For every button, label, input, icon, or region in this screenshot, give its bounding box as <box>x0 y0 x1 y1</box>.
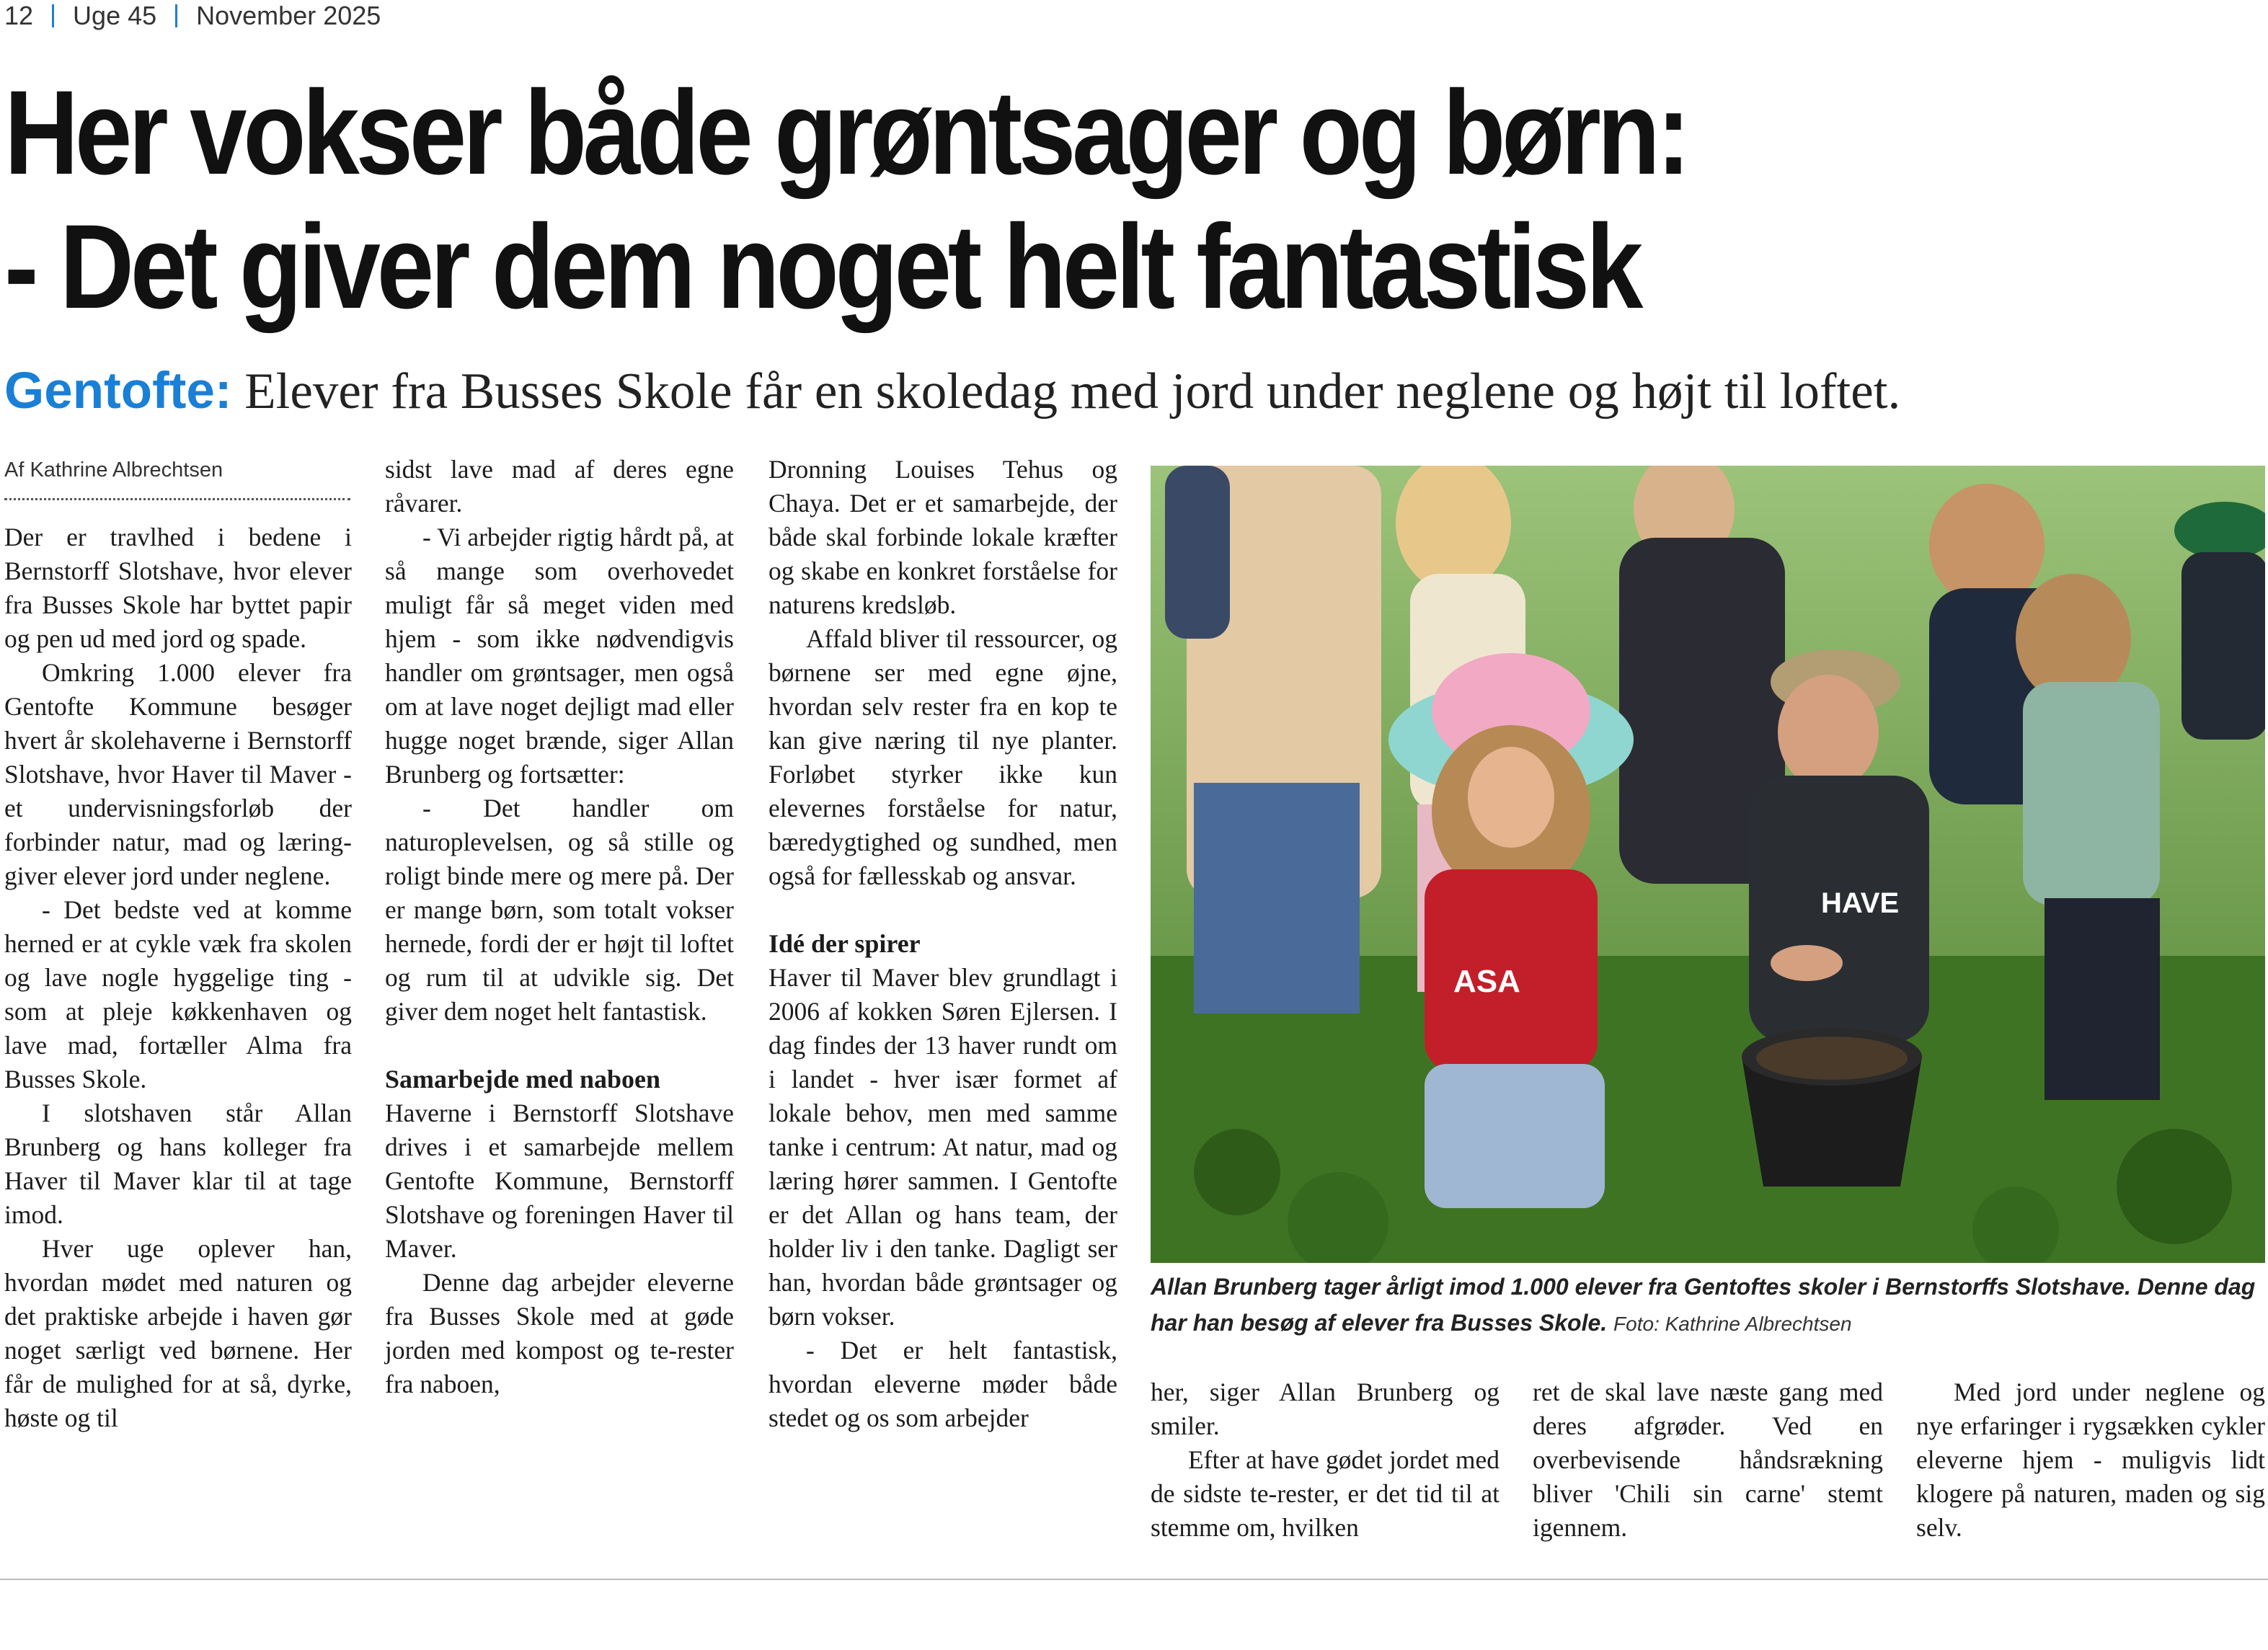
subheading-text: Elever fra Busses Skole får en skoledag med jord under neglene og højt til loftet. <box>231 363 1901 420</box>
article-column-4 <box>1151 1375 1500 1545</box>
paragraph: sidst lave mad af deres egne råvarer. <box>385 455 734 518</box>
paragraph: Dronning Louises Tehus og Chaya. Det er et samarbejde, der både skal forbinde lokale kræfter og skabe en konkret forståelse for naturens kredsløb. <box>768 455 1117 619</box>
page-folio <box>4 0 381 32</box>
page-bottom-rule <box>0 1579 2268 1580</box>
paragraph: Der er travlhed i bedene i Bernstorff Slotshave, hvor elever fra Busses Skole har byttet papir og pen ud med jord og spade. <box>4 523 352 653</box>
paragraph: Denne dag arbejder eleverne fra Busses Skole med at gøde jorden med kompost og te-rester fra naboen, <box>385 1268 734 1398</box>
page-number: 12 <box>4 1 34 30</box>
article-photo <box>1151 466 2265 1263</box>
headline <box>4 66 1945 334</box>
shirt-print: HAVE <box>1821 887 1900 919</box>
paragraph: - Det er helt fantastisk, hvordan eleverne møder både stedet og os som arbejder <box>768 1336 1117 1432</box>
headline-line-1: Her vokser både grøntsager og børn: <box>4 66 1688 200</box>
folio-divider <box>175 4 177 27</box>
article-column-1 <box>4 520 352 1435</box>
paragraph: Haver til Maver blev grundlagt i 2006 af kokken Søren Ejlersen. I dag findes der 13 haver rundt om i landet - hver især formet af lokale behov, men med samme tanke i centrum: At natur, mad og læring hører sammen. I Gentofte er det Allan og hans team, der holder liv i den tanke. Dagligt ser han, hvordan både grøntsager og børn vokser. <box>768 963 1117 1331</box>
article-column-5 <box>1533 1375 1883 1545</box>
paragraph: - Det handler om naturoplevelsen, og så stille og roligt binde mere og mere på. Der er mange børn, som totalt vokser hernede, fordi der er højt til loftet og rum til at udvikle sig. Det giver dem noget helt fantastisk. <box>385 794 734 1026</box>
dateline-place: Gentofte: <box>4 363 232 420</box>
byline: Af Kathrine Albrechtsen <box>4 458 350 500</box>
photo-caption <box>1151 1269 2265 1342</box>
article-column-2 <box>385 453 734 1401</box>
headline-line-2: - Det giver dem noget helt fantastisk <box>4 200 1640 334</box>
paragraph: - Vi arbejder rigtig hårdt på, at så mange som overhovedet muligt får så meget viden med hjem - som ikke nødvendigvis handler om grøntsager, men også om at lave noget dejligt mad eller hugge noget brænde, siger Allan Brunberg og fortsætter: <box>385 523 734 789</box>
subheading <box>4 359 1900 424</box>
photo-credit: Foto: Kathrine Albrechtsen <box>1613 1313 1852 1335</box>
paragraph: her, siger Allan Brunberg og smiler. <box>1151 1378 1500 1440</box>
paragraph: - Det bedste ved at komme herned er at cykle væk fra skolen og lave nogle hyggelige ting - som at pleje køkkenhaven og lave mad, fortæller Alma fra Busses Skole. <box>4 895 352 1094</box>
article-column-6 <box>1916 1375 2265 1545</box>
paragraph: Efter at have gødet jordet med de sidste te-rester, er det tid til at stemme om, hvilken <box>1151 1445 1500 1542</box>
issue-date: November 2025 <box>196 1 381 30</box>
paragraph: Med jord under neglene og nye erfaringer i rygsækken cykler eleverne hjem - muligvis lidt klogere på naturen, maden og sig selv. <box>1916 1378 2265 1542</box>
paragraph: Hver uge oplever han, hvordan mødet med naturen og det praktiske arbejde i haven gør noget særligt ved børnene. Her får de mulighed for at så, dyrke, høste og til <box>4 1234 352 1432</box>
spacer <box>768 893 1117 927</box>
spacer <box>385 1029 734 1063</box>
paragraph: ret de skal lave næste gang med deres afgrøder. Ved en overbevisende håndsrækning bliver 'Chili sin carne' stemt igennem. <box>1533 1378 1883 1542</box>
section-heading-samarbejde: Samarbejde med naboen <box>385 1065 661 1094</box>
paragraph: Affald bliver til ressourcer, og børnene ser med egne øjne, hvordan selv rester fra en kop te kan give næring til nye planter. Forløbet styrker ikke kun elevernes forståelse for natur, bæredygtighed og sundhed, men også for fællesskab og ansvar. <box>768 624 1117 890</box>
folio-divider <box>52 4 54 27</box>
jersey-print: ASA <box>1453 964 1520 999</box>
caption-text: Allan Brunberg tager årligt imod 1.000 elever fra Gentoftes skoler i Bernstorffs Slotshave. Denne dag har han besøg af elever fra Busses Skole. <box>1151 1274 2256 1336</box>
photo-illustration <box>1151 466 2265 1263</box>
paragraph: I slotshaven står Allan Brunberg og hans kolleger fra Haver til Maver klar til at tage imod. <box>4 1099 352 1229</box>
article-column-3 <box>768 453 1117 1435</box>
section-heading-ide: Idé der spirer <box>768 929 921 958</box>
paragraph: Omkring 1.000 elever fra Gentofte Kommune besøger hvert år skolehaverne i Bernstorff Slotshave, hvor Haver til Maver - et undervisningsforløb der forbinder natur, mad og læring- giver elever jord under neglene. <box>4 658 352 890</box>
week-label: Uge 45 <box>73 1 157 30</box>
paragraph: Haverne i Bernstorff Slotshave drives i et samarbejde mellem Gentofte Kommune, Bernstorff Slotshave og foreningen Haver til Maver. <box>385 1099 734 1263</box>
